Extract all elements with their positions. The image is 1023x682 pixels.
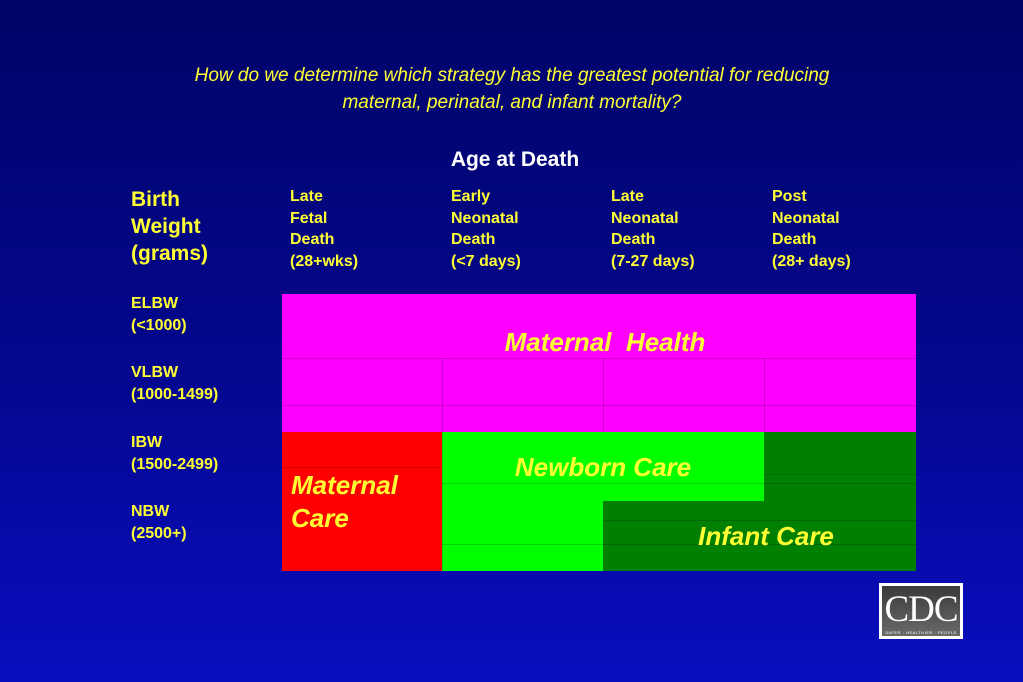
infant-care-region-upper [764,432,916,501]
column-header-line: Death [451,231,496,249]
column-header-line: Death [772,231,817,249]
birth-weight-heading-line: Weight [131,215,201,238]
column-header-line: (28+wks) [290,252,359,270]
column-header-line: (28+ days) [772,252,851,270]
grid-separator [764,358,765,432]
cdc-logo-text: CDC [884,589,958,630]
newborn-care-label: Newborn Care [514,452,692,482]
column-header-line: Late [290,188,323,205]
column-header-line: (<7 days) [451,252,521,270]
column-header-line: Neonatal [772,209,840,227]
row-label-line: IBW [131,434,163,451]
maternal-health-region [282,294,916,432]
row-label-line: NBW [131,503,170,520]
maternal-care-label-line: Care [291,503,349,533]
question-text [100,62,924,116]
column-header-line: Post [772,188,807,205]
age-at-death-heading: Age at Death [450,148,580,171]
grid-separator [282,405,916,406]
row-label-line: (1000-1499) [131,386,219,403]
maternal-health-label: Maternal Health [504,327,706,357]
maternal-care-label-line: Maternal [291,470,398,500]
row-label-vlbw [131,362,218,406]
maternal-care-label [291,469,398,535]
question-line-2: maternal, perinatal, and infant mortality? [342,92,682,113]
row-label-line: (1500-2499) [131,456,219,473]
row-label-ibw [131,432,218,476]
row-label-elbw [131,293,187,337]
grid-separator [442,483,916,484]
column-header-late-fetal [290,186,358,272]
column-header-post-neonatal [772,186,851,272]
birth-weight-heading-line: (grams) [131,242,209,265]
column-header-early-neonatal [451,186,521,272]
row-label-line: VLBW [131,364,179,381]
column-header-line: Early [451,188,491,205]
row-label-line: (<1000) [131,317,187,334]
grid-separator [282,467,442,468]
grid-separator [764,474,916,475]
care-strategy-grid [282,294,916,571]
column-header-late-neonatal [611,186,695,272]
column-header-line: Fetal [290,209,328,227]
column-header-line: Neonatal [451,209,519,227]
question-line-1: How do we determine which strategy has the greatest potential for reducing [194,65,830,86]
row-label-nbw [131,501,187,545]
newborn-care-region-lower [442,501,603,571]
infant-care-label: Infant Care [698,521,834,551]
column-header-line: (7-27 days) [611,252,695,270]
column-header-line: Death [611,231,656,249]
birth-weight-heading-line: Birth [131,188,180,211]
row-label-line: (2500+) [131,525,187,542]
cdc-logo-tagline: SAFER · HEALTHIER · PEOPLE [885,630,957,635]
birth-weight-heading [131,186,208,267]
column-header-line: Late [611,188,644,205]
cdc-logo-panel [882,586,960,636]
grid-separator [282,358,916,359]
cdc-logo [879,583,963,639]
grid-separator [603,358,604,432]
column-header-line: Neonatal [611,209,679,227]
column-header-line: Death [290,231,335,249]
row-label-line: ELBW [131,295,179,312]
